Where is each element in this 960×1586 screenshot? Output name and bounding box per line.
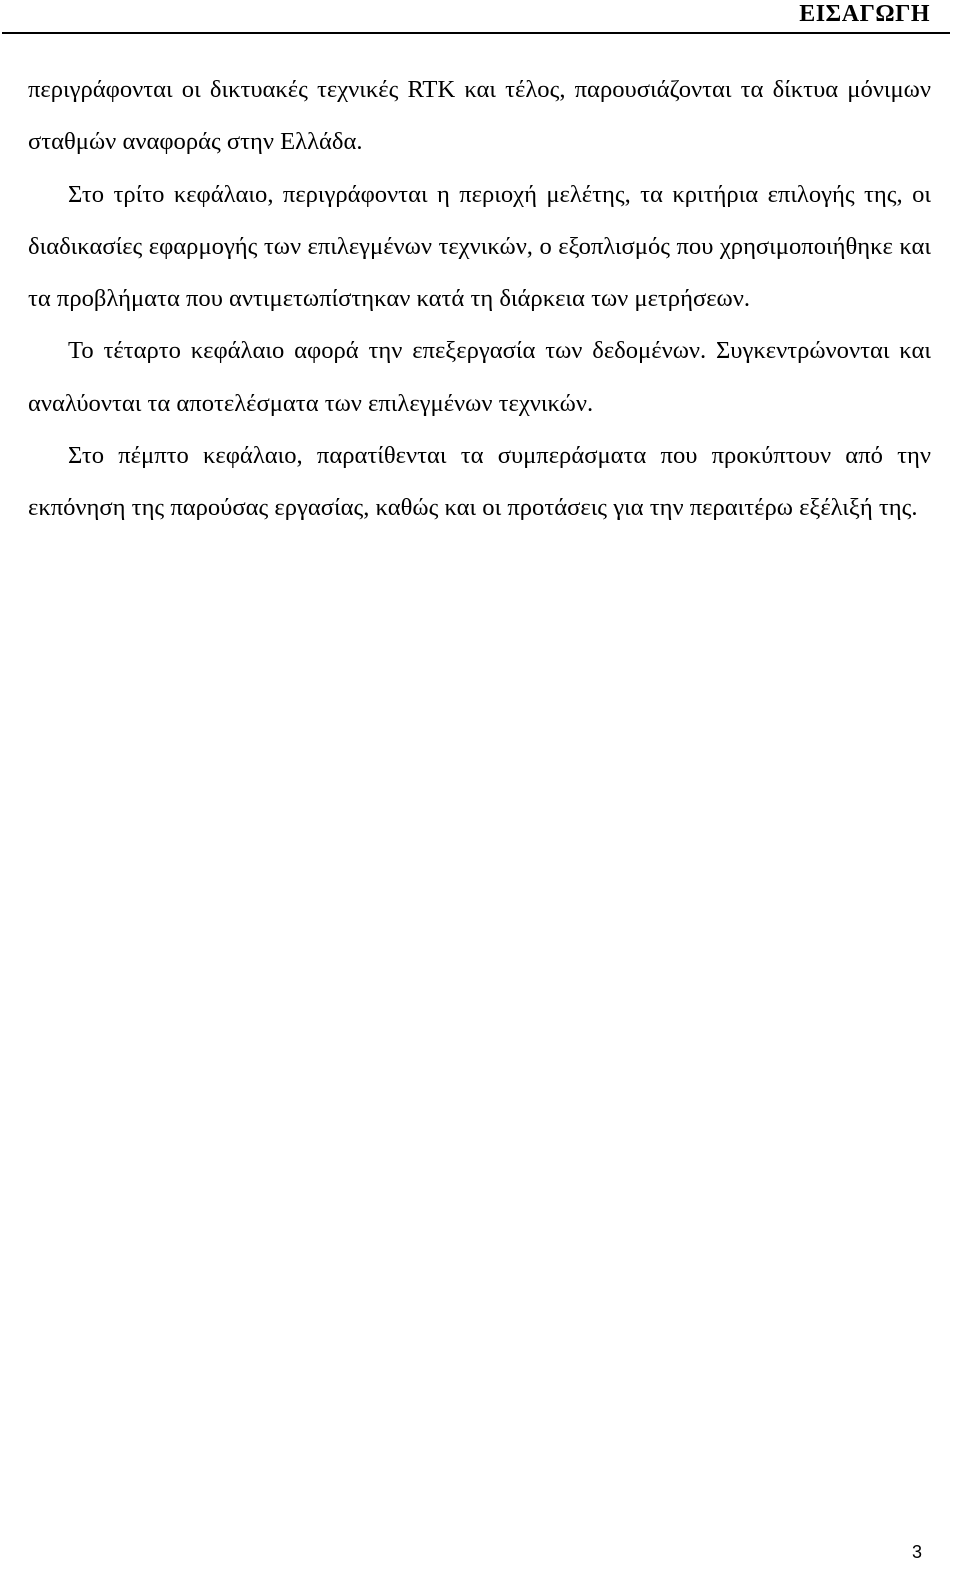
page-number: 3 — [911, 1542, 922, 1562]
header-divider — [2, 32, 950, 34]
paragraph-chapter-five: Στο πέμπτο κεφάλαιο, παρατίθενται τα συμπεράσματα που προκύπτουν από την εκπόνηση της παρούσας εργασίας, καθώς και οι προτάσεις για την περαιτέρω εξέλιξή της. — [28, 442, 931, 522]
document-body — [28, 64, 931, 535]
paragraph-chapter-four: Το τέταρτο κεφάλαιο αφορά την επεξεργασία των δεδομένων. Συγκεντρώνονται και αναλύονται τα αποτελέσματα των επιλεγμένων τεχνικών. — [28, 337, 931, 417]
paragraph-continuation: περιγράφονται οι δικτυακές τεχνικές RTK και τέλος, παρουσιάζονται τα δίκτυα μόνιμων σταθμών αναφοράς στην Ελλάδα. — [28, 76, 931, 156]
paragraph-chapter-three: Στο τρίτο κεφάλαιο, περιγράφονται η περιοχή μελέτης, τα κριτήρια επιλογής της, οι διαδικασίες εφαρμογής των επιλεγμένων τεχνικών, ο εξοπλισμός που χρησιμοποιήθηκε και τα προβλήματα που αντιμετωπίστηκαν κατά τη διάρκεια των μετρήσεων. — [28, 180, 931, 313]
running-header-title: ΕΙΣΑΓΩΓΗ — [799, 1, 930, 27]
